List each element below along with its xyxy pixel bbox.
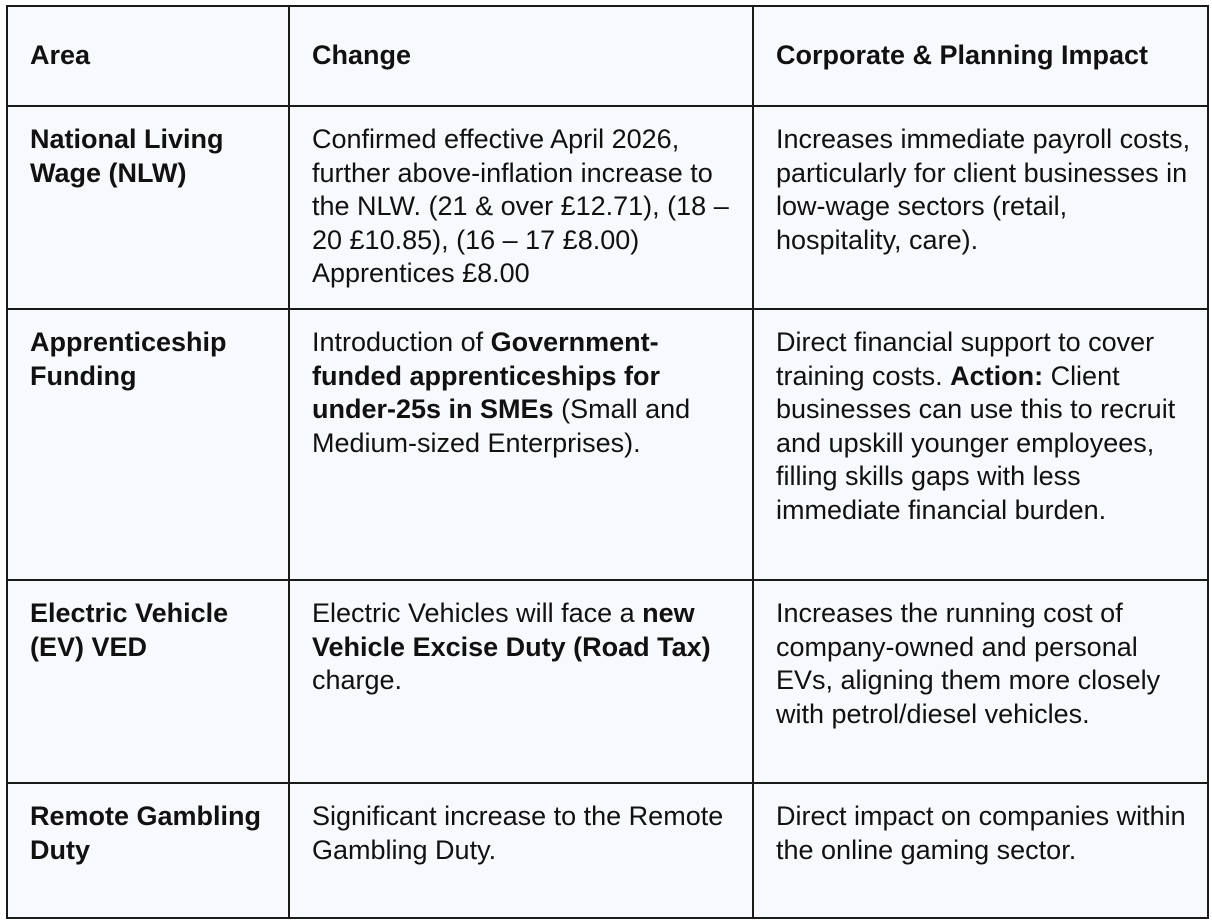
header-area: Area	[7, 6, 289, 106]
budget-changes-table	[6, 5, 1209, 919]
text-run: (Small and Medium-sized Enterprises).	[312, 394, 691, 458]
document-table-container	[6, 5, 1209, 919]
text-run: Increases immediate payroll costs, particularly for client businesses in low-wage sectors (retail, hospitality, care).	[776, 124, 1191, 255]
impact-cell	[753, 106, 1208, 309]
text-run: Client businesses can use this to recruit and upskill younger employees, filling skills gaps with less immediate financial burden.	[776, 360, 1176, 525]
table-header-row	[7, 6, 1208, 106]
text-run: Electric Vehicles will face a	[312, 598, 643, 628]
impact-cell	[753, 580, 1208, 783]
change-cell	[289, 106, 753, 309]
text-run: Confirmed effective April 2026, further above-inflation increase to the NLW. (21 & over £12.71), (18 – 20 £10.85), (16 – 17 £8.00) Apprentices £8.00	[312, 124, 729, 288]
text-run: Increases the running cost of company-owned and personal EVs, aligning them more closely with petrol/diesel vehicles.	[776, 598, 1161, 729]
area-cell: Remote Gambling Duty	[7, 783, 289, 918]
table-row	[7, 580, 1208, 783]
header-change: Change	[289, 6, 753, 106]
table-row	[7, 106, 1208, 309]
area-cell: Electric Vehicle (EV) VED	[7, 580, 289, 783]
bold-text-run: Action:	[950, 360, 1044, 391]
text-run: Significant increase to the Remote Gambling Duty.	[312, 801, 724, 865]
area-cell: Apprenticeship Funding	[7, 309, 289, 580]
text-run: Introduction of	[312, 327, 491, 357]
bold-text-run: new Vehicle Excise Duty (Road Tax)	[312, 598, 711, 662]
change-cell	[289, 783, 753, 918]
change-cell	[289, 309, 753, 580]
table-row	[7, 309, 1208, 580]
bold-text-run: Government-funded apprenticeships for under-25s in SMEs	[312, 327, 661, 424]
text-run: charge.	[312, 665, 403, 695]
text-run: Direct financial support to cover training costs.	[776, 327, 1155, 391]
header-impact: Corporate & Planning Impact	[753, 6, 1208, 106]
impact-cell	[753, 783, 1208, 918]
change-cell	[289, 580, 753, 783]
area-cell: National Living Wage (NLW)	[7, 106, 289, 309]
impact-cell	[753, 309, 1208, 580]
text-run: Direct impact on companies within the online gaming sector.	[776, 801, 1186, 865]
table-row	[7, 783, 1208, 918]
